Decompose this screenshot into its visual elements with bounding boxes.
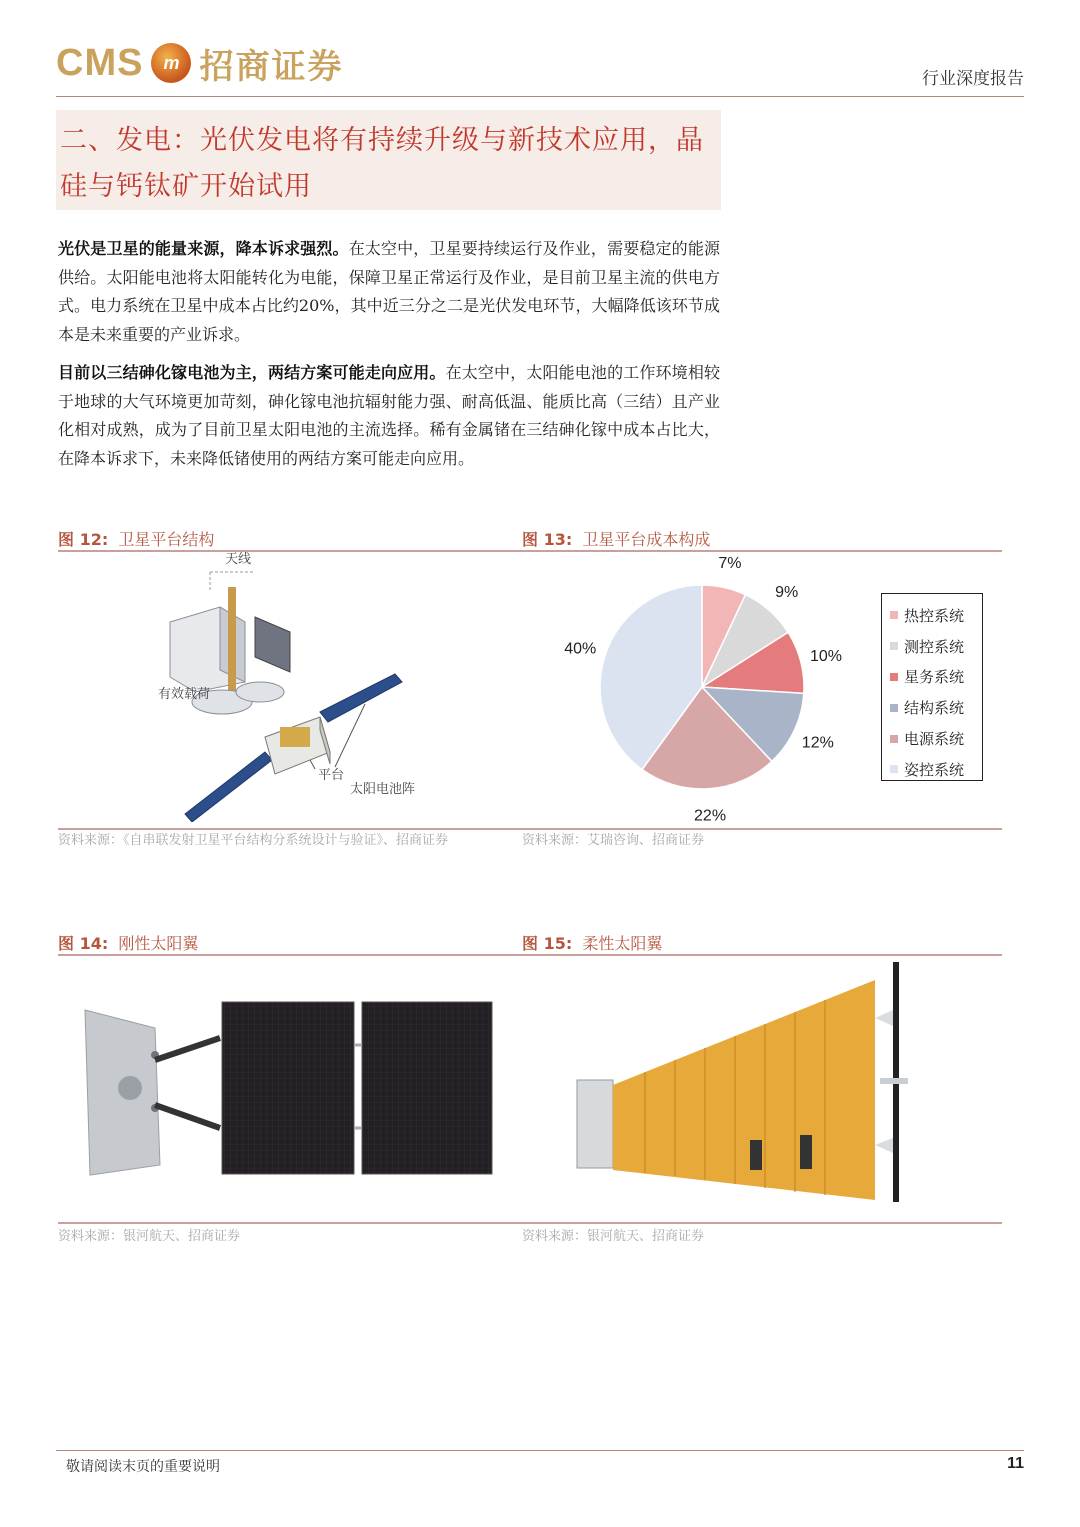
legend-label: 结构系统 [904,699,965,718]
section-title-line1: 二、发电：光伏发电将有持续升级与新技术应用，晶 [60,125,704,156]
pie-label-5: 22% [694,807,727,825]
fig12-title: 图 12: 卫星平台结构 [58,530,215,549]
fig15-title: 图 15: 柔性太阳翼 [522,934,663,953]
logo-cms-text: CMS [56,41,144,84]
report-type: 行业深度报告 [922,69,1024,89]
page-header [56,38,1024,98]
legend-swatch [890,673,898,681]
paragraph-pv-energy [58,235,720,349]
label-platform: 平台 [318,768,345,783]
logo-badge-icon: m [151,43,191,83]
pie-label-6: 40% [564,640,597,658]
fig12-source: 资料来源：《自串联发射卫星平台结构分系统设计与验证》、招商证券 [58,833,449,848]
legend-swatch [890,735,898,743]
label-solar-array: 太阳电池阵 [350,782,416,797]
flexible-solar-wing-photo [575,960,915,1210]
legend-swatch [890,765,898,773]
legend-swatch [890,704,898,712]
paragraph-gaas-cells [58,359,720,473]
paragraph-text: 在太空中，卫星要持续运行及作业，需要稳定的能源供给。太阳能电池将太阳能转化为电能，保障卫星正常运行及作业，是目前卫星主流的供电方式。电力系统在卫星中成本占比约20%，其中近三分之二是光伏发电环节，大幅降低该环节成本是未来重要的产业诉求。 [58,239,720,344]
label-payload: 有效载荷 [158,687,211,702]
cost-pie-chart [520,555,870,825]
legend-label: 测控系统 [904,637,965,656]
pie-legend [881,593,983,781]
fig14-15-top-rule [58,954,1002,956]
legend-swatch [890,611,898,619]
legend-item [890,754,982,785]
paragraph-lead: 目前以三结砷化镓电池为主，两结方案可能走向应用。 [58,363,446,382]
legend-item [890,662,982,693]
pie-label-1: 7% [718,555,742,573]
fig14-15-bottom-rule [58,1222,1002,1224]
logo-company-name: 招商证券 [199,46,344,87]
legend-swatch [890,642,898,650]
fig14-title: 图 14: 刚性太阳翼 [58,934,199,953]
rigid-solar-wing-photo [80,1000,500,1180]
section-title-box [56,110,721,210]
page-number: 11 [1007,1455,1024,1472]
legend-label: 热控系统 [904,606,965,625]
label-antenna: 天线 [225,552,252,567]
fig13-source: 资料来源：艾瑞咨询、招商证券 [522,833,705,848]
legend-label: 星务系统 [904,668,965,687]
footer-note: 敬请阅读末页的重要说明 [66,1459,220,1475]
paragraph-lead: 光伏是卫星的能量来源，降本诉求强烈。 [58,239,349,258]
paragraph-text: 在太空中，太阳能电池的工作环境相较于地球的大气环境更加苛刻，砷化镓电池抗辐射能力强、耐高低温、能质比高（三结）且产业化相对成熟，成为了目前卫星太阳电池的主流选择。稀有金属锗在三结砷化镓中成本占比大，在降本诉求下，未来降低锗使用的两结方案可能走向应用。 [58,363,720,468]
legend-item [890,631,982,662]
pie-label-3: 10% [809,648,842,666]
footer-divider [56,1450,1024,1451]
legend-label: 电源系统 [904,730,965,749]
legend-item [890,723,982,754]
legend-item [890,600,982,631]
legend-label: 姿控系统 [904,760,965,779]
fig13-title: 图 13: 卫星平台成本构成 [522,530,711,549]
header-divider [56,96,1024,97]
fig15-source: 资料来源：银河航天、招商证券 [522,1229,705,1244]
section-title-line2: 硅与钙钛矿开始试用 [60,171,312,202]
cms-logo [56,40,343,86]
legend-item [890,692,982,723]
pie-label-4: 12% [801,734,834,752]
pie-label-2: 9% [775,583,799,601]
fig14-source: 资料来源：银河航天、招商证券 [58,1229,241,1244]
